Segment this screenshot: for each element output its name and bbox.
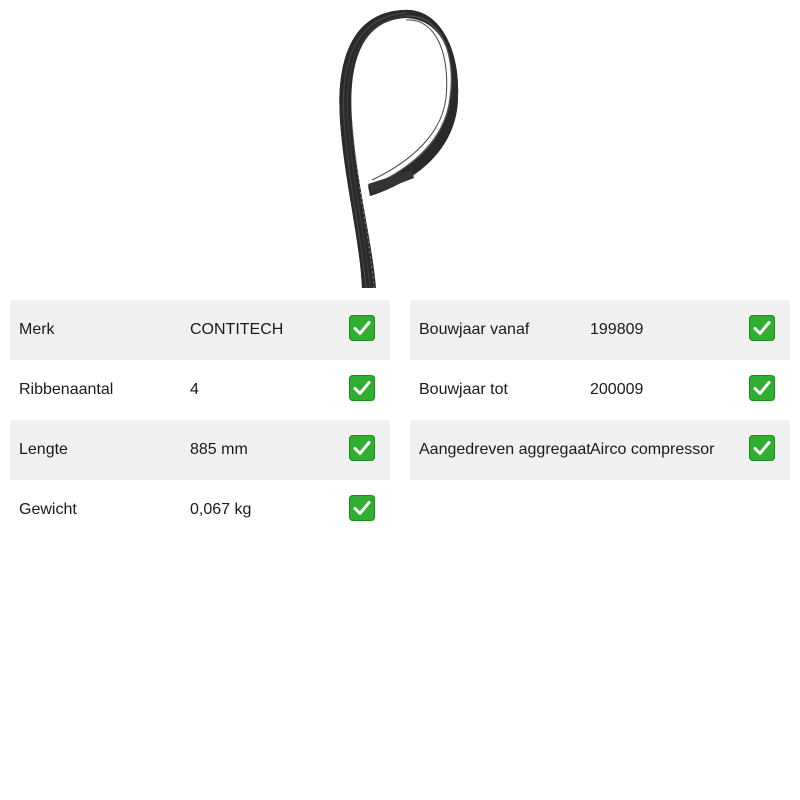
check-icon xyxy=(349,375,375,401)
spec-label: Merk xyxy=(19,321,55,338)
spec-value: 200009 xyxy=(590,381,644,398)
spec-table-right xyxy=(410,300,790,480)
spec-label: Lengte xyxy=(19,441,68,458)
check-icon xyxy=(349,435,375,461)
check-icon xyxy=(349,495,375,521)
spec-row-gewicht xyxy=(10,480,390,540)
spec-value: Airco compressor xyxy=(590,441,715,458)
spec-value: 4 xyxy=(190,381,199,398)
spec-label: Bouwjaar tot xyxy=(419,381,508,398)
spec-value: 0,067 kg xyxy=(190,501,252,518)
spec-row-ribbenaantal xyxy=(10,360,390,420)
spec-label: Bouwjaar vanaf xyxy=(419,321,530,338)
spec-label: Gewicht xyxy=(19,501,77,518)
spec-value: CONTITECH xyxy=(190,321,284,338)
spec-row-lengte xyxy=(10,420,390,480)
check-icon xyxy=(749,375,775,401)
spec-row-bouwjaar-vanaf xyxy=(410,300,790,360)
check-icon xyxy=(749,435,775,461)
check-icon xyxy=(349,315,375,341)
spec-value: 199809 xyxy=(590,321,644,338)
spec-row-aangedreven-aggregaat xyxy=(410,420,790,480)
spec-value: 885 mm xyxy=(190,441,248,458)
spec-row-bouwjaar-tot xyxy=(410,360,790,420)
spec-table-left xyxy=(10,300,390,540)
spec-label: Aangedreven aggregaat xyxy=(419,441,591,458)
spec-row-merk xyxy=(10,300,390,360)
product-image xyxy=(300,0,500,290)
spec-label: Ribbenaantal xyxy=(19,381,114,398)
check-icon xyxy=(749,315,775,341)
poly-v-belt-icon xyxy=(300,0,500,290)
